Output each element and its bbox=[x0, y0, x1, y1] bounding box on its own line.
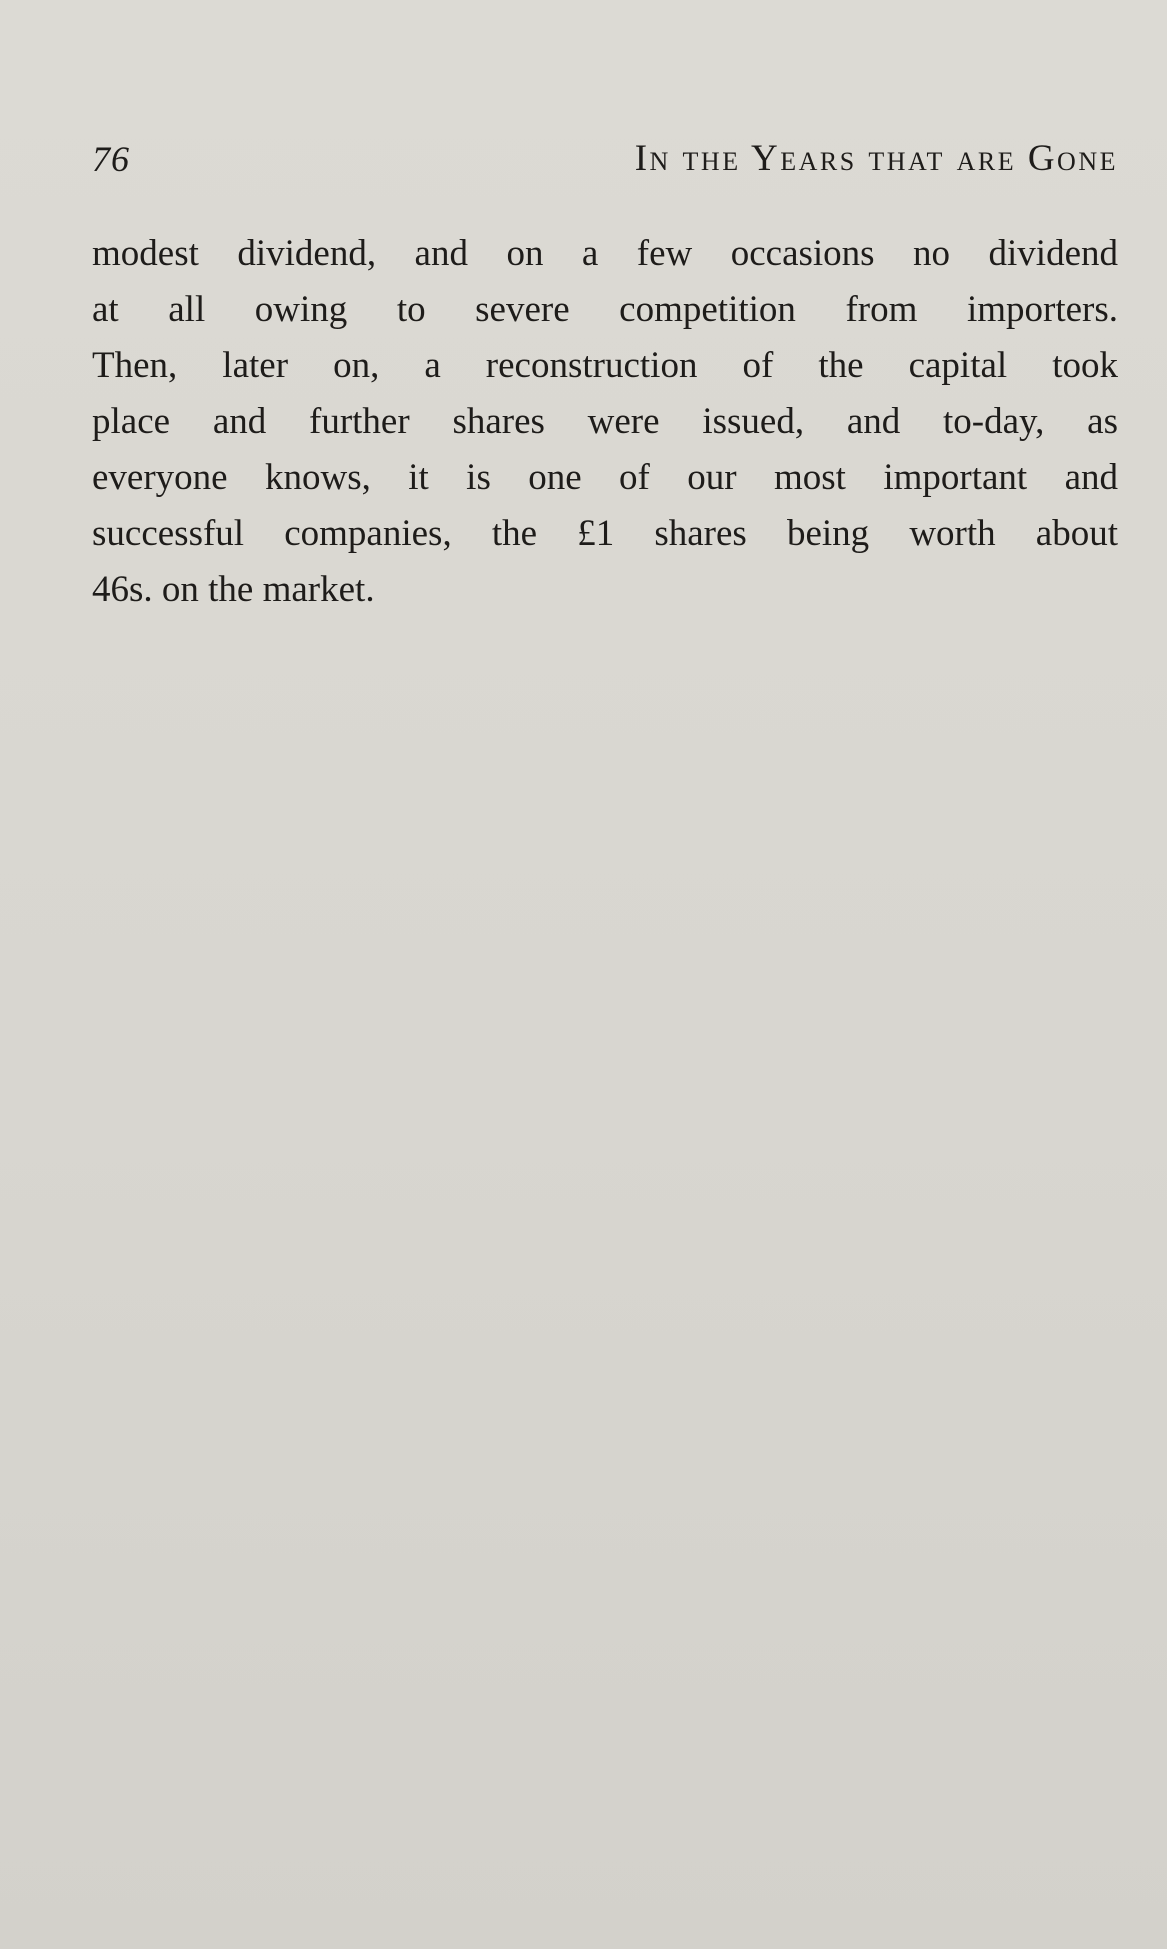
running-head bbox=[92, 135, 1118, 183]
body-paragraph bbox=[92, 226, 1118, 618]
text-line: 46s. on the market. bbox=[92, 569, 375, 610]
page-number: 76 bbox=[92, 139, 130, 179]
text-line: modest dividend, and on a few occasions no dividend bbox=[92, 233, 1118, 274]
text-line: everyone knows, it is one of our most important and bbox=[92, 457, 1118, 498]
text-line: Then, later on, a reconstruction of the capital took bbox=[92, 345, 1118, 386]
running-title: In the Years that are Gone bbox=[634, 138, 1118, 179]
text-line: successful companies, the £1 shares being worth about bbox=[92, 513, 1118, 554]
text-line: at all owing to severe competition from importers. bbox=[92, 289, 1118, 330]
text-line: place and further shares were issued, and to-day, as bbox=[92, 401, 1118, 442]
